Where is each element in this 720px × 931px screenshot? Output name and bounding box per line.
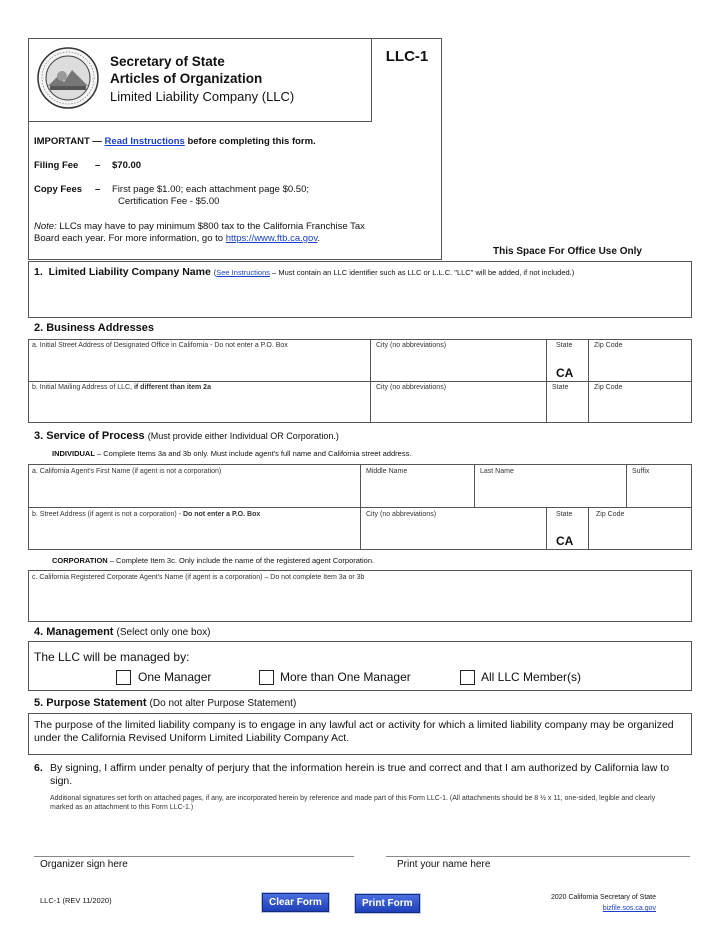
tax-note: Note: LLCs may have to pay minimum $800 tax to the California Franchise Tax Board each year. For more information, go to https://www.ftb.ca.gov. xyxy=(34,221,365,244)
organizer-sign-label: Organizer sign here xyxy=(40,859,128,870)
agent-last-name-label: Last Name xyxy=(480,468,514,475)
office-use-label: This Space For Office Use Only xyxy=(493,246,642,257)
agent-city-label: City (no abbreviations) xyxy=(366,511,437,518)
affirmation-text: By signing, I affirm under penalty of perjury that the information herein is true and correct and that I am authorized by California law to sign. xyxy=(50,762,670,787)
ftb-link[interactable]: https://www.ftb.ca.gov xyxy=(225,233,318,244)
print-name-label: Print your name here xyxy=(397,859,491,870)
col-divider xyxy=(360,464,361,550)
california-state-seal-icon xyxy=(36,46,100,110)
print-name-line[interactable] xyxy=(386,856,690,857)
agent-first-name-label: a. California Agent's First Name (if agent is not a corporation) xyxy=(32,468,222,475)
form-subtitle: Limited Liability Company (LLC) xyxy=(110,89,295,104)
filing-fee-dash: – xyxy=(95,160,101,171)
agent-suffix-label: Suffix xyxy=(632,468,650,475)
more-than-one-manager-label: More than One Manager xyxy=(280,670,411,684)
copy-fees-dash: – xyxy=(95,184,101,195)
copy-fees-label: Copy Fees xyxy=(34,184,83,195)
purpose-statement-text: The purpose of the limited liability company is to engage in any lawful act or activity for which a limited liability company may be organized under the California Revised Uniform Limited Liability Company Act. xyxy=(34,719,674,744)
col-divider xyxy=(546,339,547,423)
organizer-signature-line[interactable] xyxy=(34,856,354,857)
state-2a-label: State xyxy=(556,342,573,349)
attachments-fine-print: Additional signatures set forth on attached pages, if any, are incorporated herein by reference and made part of this Form LLC-1. (All attachments should be 8 ½ x 11, one-sided, legible and clearly marked as an attachment to this Form LLC-1.) xyxy=(50,795,656,811)
one-manager-label: One Manager xyxy=(138,670,212,684)
read-instructions-link[interactable]: Read Instructions xyxy=(104,136,185,147)
state-2b-label: State xyxy=(552,384,569,391)
one-manager-checkbox[interactable] xyxy=(116,670,131,685)
print-form-button[interactable]: Print Form xyxy=(355,894,420,913)
section-4-title: 4. Management (Select only one box) xyxy=(34,626,211,638)
zip-2b-label: Zip Code xyxy=(594,384,623,391)
copyright: 2020 California Secretary of State xyxy=(550,894,656,901)
city-2b-label: City (no abbreviations) xyxy=(376,384,447,391)
form-revision: LLC-1 (REV 11/2020) xyxy=(40,896,112,905)
management-lead: The LLC will be managed by: xyxy=(34,650,190,664)
col-divider xyxy=(588,339,589,423)
col-divider xyxy=(588,507,589,550)
col-divider xyxy=(370,339,371,423)
all-llc-members-label: All LLC Member(s) xyxy=(481,670,582,684)
agency-title: Secretary of State xyxy=(110,54,225,69)
section-2-title: 2. Business Addresses xyxy=(34,322,155,334)
more-than-one-manager-checkbox[interactable] xyxy=(259,670,274,685)
corporation-instructions: CORPORATION – Complete Item 3c. Only include the name of the registered agent Corporation. xyxy=(52,556,375,565)
form-code: LLC-1 xyxy=(371,38,442,122)
agent-zip-label: Zip Code xyxy=(596,511,625,518)
col-divider xyxy=(626,464,627,507)
agent-street-address-label: b. Street Address (if agent is not a corporation) - Do not enter a P.O. Box xyxy=(32,511,261,518)
filing-fee-label: Filing Fee xyxy=(34,160,79,171)
section-3-title: 3. Service of Process (Must provide either Individual OR Corporation.) xyxy=(34,430,339,442)
clear-form-button[interactable]: Clear Form xyxy=(262,893,329,912)
see-instructions-link[interactable]: See Instructions xyxy=(216,268,271,277)
agent-state-label: State xyxy=(556,511,573,518)
section-6-number: 6. xyxy=(34,762,43,774)
agent-state-value: CA xyxy=(556,534,574,548)
all-llc-members-checkbox[interactable] xyxy=(460,670,475,685)
street-address-2a-label: a. Initial Street Address of Designated Office in California - Do not enter a P.O. Box xyxy=(32,342,288,349)
important-notice: IMPORTANT — Read Instructions before completing this form. xyxy=(34,136,316,147)
section-5-title: 5. Purpose Statement (Do not alter Purpose Statement) xyxy=(34,697,297,709)
state-2a-value: CA xyxy=(556,366,574,380)
bizfile-link[interactable]: bizfile.sos.ca.gov xyxy=(602,905,656,912)
section-1-title: 1. Limited Liability Company Name (See Instructions – Must contain an LLC identifier such as LLC or L.L.C. "LLC" will be added, if not included.) xyxy=(34,266,575,278)
col-divider xyxy=(546,507,547,550)
filing-fee-value: $70.00 xyxy=(112,160,142,171)
individual-instructions: INDIVIDUAL – Complete Items 3a and 3b only. Must include agent's full name and California street address. xyxy=(52,449,412,458)
row-divider xyxy=(28,381,692,382)
mailing-address-2b-label: b. Initial Mailing Address of LLC, if different than item 2a xyxy=(32,384,211,391)
agent-middle-name-label: Middle Name xyxy=(366,468,408,475)
copy-fees-line2: Certification Fee - $5.00 xyxy=(118,196,220,207)
copy-fees-line1: First page $1.00; each attachment page $0.50; xyxy=(112,184,309,195)
corporate-agent-name-label: c. California Registered Corporate Agent's Name (if agent is a corporation) – Do not complete Item 3a or 3b xyxy=(32,574,365,581)
col-divider xyxy=(474,464,475,507)
zip-2a-label: Zip Code xyxy=(594,342,623,349)
city-2a-label: City (no abbreviations) xyxy=(376,342,447,349)
form-title: Articles of Organization xyxy=(110,71,263,86)
